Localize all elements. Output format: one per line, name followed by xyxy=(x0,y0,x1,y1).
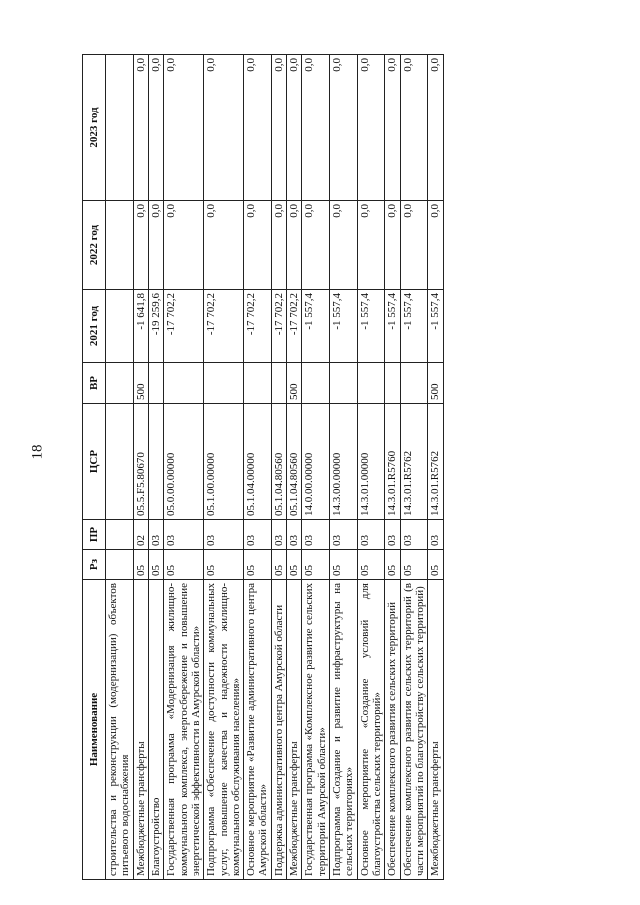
value-2022-cell: 0,0 xyxy=(271,201,286,290)
name-cell: Основное мероприятие «Создание условий для благоустройства сельских территорий» xyxy=(357,580,385,880)
value-2021-cell xyxy=(106,290,134,363)
value-2022-cell: 0,0 xyxy=(133,201,148,290)
rz-cell: 05 xyxy=(357,550,385,580)
vr-cell xyxy=(400,363,428,404)
rz-cell: 05 xyxy=(148,550,163,580)
vr-cell xyxy=(204,363,244,404)
value-2023-cell: 0,0 xyxy=(244,55,272,201)
value-2021-cell: -1 557,4 xyxy=(302,290,330,363)
value-2023-cell: 0,0 xyxy=(385,55,400,201)
name-cell: Подпрограмма «Обеспечение доступности коммунальных услуг, повышение качества и надежности жилищно-коммунального обслуживания населения» xyxy=(204,580,244,880)
table-row xyxy=(287,55,302,880)
name-cell: Межбюджетные трансферты xyxy=(133,580,148,880)
header-name: Наименование xyxy=(83,580,106,880)
rz-cell: 05 xyxy=(302,550,330,580)
pr-cell: 03 xyxy=(287,520,302,550)
value-2022-cell: 0,0 xyxy=(287,201,302,290)
table-row xyxy=(385,55,400,880)
pr-cell: 03 xyxy=(330,520,358,550)
value-2021-cell: -1 557,4 xyxy=(357,290,385,363)
rz-cell xyxy=(106,550,134,580)
name-cell: строительства и реконструкции (модернизации) объектов питьевого водоснабжения xyxy=(106,580,134,880)
vr-cell xyxy=(357,363,385,404)
name-cell: Обеспечение комплексного развития сельских территорий (в части мероприятий по благоустройству сельских территорий) xyxy=(400,580,428,880)
page-number: 18 xyxy=(29,444,46,460)
value-2023-cell: 0,0 xyxy=(148,55,163,201)
rz-cell: 05 xyxy=(287,550,302,580)
table-row xyxy=(106,55,134,880)
pr-cell: 03 xyxy=(428,520,443,550)
csr-cell: 14.0.00.00000 xyxy=(302,404,330,520)
value-2023-cell: 0,0 xyxy=(330,55,358,201)
table-row xyxy=(244,55,272,880)
csr-cell: 14.3.01.R5762 xyxy=(428,404,443,520)
table-row xyxy=(302,55,330,880)
pr-cell: 03 xyxy=(164,520,204,550)
vr-cell xyxy=(148,363,163,404)
value-2022-cell: 0,0 xyxy=(204,201,244,290)
value-2021-cell: -19 259,6 xyxy=(148,290,163,363)
csr-cell xyxy=(106,404,134,520)
rz-cell: 05 xyxy=(244,550,272,580)
csr-cell: 05.1.04.80560 xyxy=(287,404,302,520)
rz-cell: 05 xyxy=(330,550,358,580)
pr-cell xyxy=(106,520,134,550)
name-cell: Подпрограмма «Создание и развитие инфраструктуры на сельских территориях» xyxy=(330,580,358,880)
vr-cell xyxy=(164,363,204,404)
header-2021: 2021 год xyxy=(83,290,106,363)
name-cell: Поддержка административного центра Амурской области xyxy=(271,580,286,880)
csr-cell: 14.3.01.R5760 xyxy=(385,404,400,520)
pr-cell: 02 xyxy=(133,520,148,550)
value-2021-cell: -1 557,4 xyxy=(400,290,428,363)
value-2021-cell: -17 702,2 xyxy=(164,290,204,363)
vr-cell xyxy=(302,363,330,404)
pr-cell: 03 xyxy=(385,520,400,550)
table-row xyxy=(204,55,244,880)
vr-cell xyxy=(244,363,272,404)
pr-cell: 03 xyxy=(204,520,244,550)
table-row xyxy=(164,55,204,880)
value-2021-cell: -17 702,2 xyxy=(244,290,272,363)
rz-cell: 05 xyxy=(271,550,286,580)
value-2022-cell: 0,0 xyxy=(164,201,204,290)
table-row xyxy=(400,55,428,880)
value-2021-cell: -1 557,4 xyxy=(385,290,400,363)
value-2023-cell: 0,0 xyxy=(271,55,286,201)
rotated-table-wrapper xyxy=(82,55,444,880)
value-2021-cell: -17 702,2 xyxy=(287,290,302,363)
header-csr: ЦСР xyxy=(83,404,106,520)
name-cell: Межбюджетные трансферты xyxy=(287,580,302,880)
value-2023-cell: 0,0 xyxy=(287,55,302,201)
table-row xyxy=(357,55,385,880)
csr-cell xyxy=(148,404,163,520)
pr-cell: 03 xyxy=(400,520,428,550)
pr-cell: 03 xyxy=(271,520,286,550)
table-body xyxy=(106,55,444,880)
rz-cell: 05 xyxy=(204,550,244,580)
value-2023-cell: 0,0 xyxy=(357,55,385,201)
value-2023-cell: 0,0 xyxy=(428,55,443,201)
pr-cell: 03 xyxy=(244,520,272,550)
rz-cell: 05 xyxy=(385,550,400,580)
value-2023-cell: 0,0 xyxy=(302,55,330,201)
name-cell: Обеспечение комплексного развития сельских территорий xyxy=(385,580,400,880)
vr-cell xyxy=(271,363,286,404)
vr-cell: 500 xyxy=(133,363,148,404)
value-2022-cell: 0,0 xyxy=(357,201,385,290)
csr-cell: 05.1.04.00000 xyxy=(244,404,272,520)
value-2021-cell: -17 702,2 xyxy=(271,290,286,363)
value-2021-cell: -1 557,4 xyxy=(428,290,443,363)
pr-cell: 03 xyxy=(357,520,385,550)
value-2023-cell: 0,0 xyxy=(400,55,428,201)
name-cell: Межбюджетные трансферты xyxy=(428,580,443,880)
vr-cell: 500 xyxy=(428,363,443,404)
name-cell: Благоустройство xyxy=(148,580,163,880)
csr-cell: 14.3.01.R5762 xyxy=(400,404,428,520)
value-2023-cell: 0,0 xyxy=(164,55,204,201)
name-cell: Государственная программа «Комплексное развитие сельских территорий Амурской области» xyxy=(302,580,330,880)
value-2022-cell: 0,0 xyxy=(330,201,358,290)
table-row xyxy=(428,55,443,880)
vr-cell xyxy=(385,363,400,404)
name-cell: Государственная программа «Модернизация жилищно-коммунального комплекса, энергосбережение и повышение энергетической эффективности в Амурской области» xyxy=(164,580,204,880)
value-2022-cell: 0,0 xyxy=(244,201,272,290)
table-header-row xyxy=(83,55,106,880)
value-2022-cell: 0,0 xyxy=(302,201,330,290)
table-row xyxy=(330,55,358,880)
header-vr: ВР xyxy=(83,363,106,404)
csr-cell: 05.5.F5.80670 xyxy=(133,404,148,520)
value-2021-cell: -1 557,4 xyxy=(330,290,358,363)
pr-cell: 03 xyxy=(302,520,330,550)
budget-table xyxy=(82,54,444,880)
csr-cell: 05.1.00.00000 xyxy=(204,404,244,520)
csr-cell: 05.0.00.00000 xyxy=(164,404,204,520)
vr-cell xyxy=(106,363,134,404)
header-2023: 2023 год xyxy=(83,55,106,201)
rz-cell: 05 xyxy=(428,550,443,580)
table-row xyxy=(148,55,163,880)
value-2022-cell xyxy=(106,201,134,290)
header-pr: ПР xyxy=(83,520,106,550)
rz-cell: 05 xyxy=(164,550,204,580)
value-2022-cell: 0,0 xyxy=(428,201,443,290)
value-2021-cell: -1 641,8 xyxy=(133,290,148,363)
csr-cell: 14.3.00.00000 xyxy=(330,404,358,520)
header-rz: Рз xyxy=(83,550,106,580)
pr-cell: 03 xyxy=(148,520,163,550)
rz-cell: 05 xyxy=(400,550,428,580)
value-2021-cell: -17 702,2 xyxy=(204,290,244,363)
vr-cell: 500 xyxy=(287,363,302,404)
csr-cell: 05.1.04.80560 xyxy=(271,404,286,520)
value-2022-cell: 0,0 xyxy=(400,201,428,290)
header-2022: 2022 год xyxy=(83,201,106,290)
value-2023-cell xyxy=(106,55,134,201)
table-row xyxy=(271,55,286,880)
csr-cell: 14.3.01.00000 xyxy=(357,404,385,520)
name-cell: Основное мероприятие «Развитие административного центра Амурской области» xyxy=(244,580,272,880)
value-2022-cell: 0,0 xyxy=(148,201,163,290)
table-row xyxy=(133,55,148,880)
value-2022-cell: 0,0 xyxy=(385,201,400,290)
vr-cell xyxy=(330,363,358,404)
value-2023-cell: 0,0 xyxy=(204,55,244,201)
rz-cell: 05 xyxy=(133,550,148,580)
value-2023-cell: 0,0 xyxy=(133,55,148,201)
